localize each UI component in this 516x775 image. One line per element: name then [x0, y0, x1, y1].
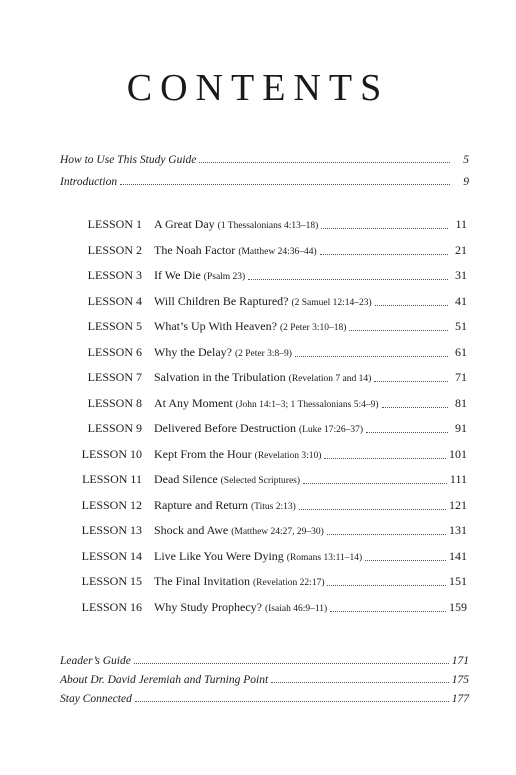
lesson-label: LESSON 14 — [81, 548, 142, 563]
lesson-label: LESSON 3 — [87, 268, 142, 282]
lesson-title: Will Children Be Raptured? (2 Samuel 12:14–23) — [154, 293, 372, 308]
dot-leader — [327, 584, 446, 586]
scripture-reference: (2 Samuel 12:14–23) — [291, 297, 372, 308]
toc-page-number: 159 — [449, 599, 467, 614]
toc-lesson-12[interactable] — [76, 498, 467, 513]
dot-leader — [366, 431, 448, 433]
scripture-reference: (Matthew 24:27, 29–30) — [231, 527, 324, 537]
toc-lesson-9[interactable] — [76, 421, 467, 436]
lesson-title: Salvation in the Tribulation (Revelation 7 and 14) — [154, 370, 372, 384]
scripture-reference: (2 Peter 3:8–9) — [234, 348, 292, 359]
lesson-label: LESSON 10 — [81, 446, 142, 461]
toc-page-number: 31 — [455, 268, 467, 282]
toc-lesson-5[interactable] — [76, 319, 467, 334]
lesson-title: Why the Delay? (2 Peter 3:8–9) — [154, 344, 292, 359]
toc-page-number: 111 — [449, 472, 467, 486]
toc-entry-title: Stay Connected — [60, 693, 132, 705]
dot-leader — [135, 700, 449, 702]
lesson-title: At Any Moment (John 14:1–3; 1 Thessalonians 5:4–9) — [154, 395, 379, 410]
lesson-label: LESSON 15 — [81, 574, 142, 588]
toc-page-number: 171 — [451, 655, 469, 667]
dot-leader — [349, 329, 448, 331]
toc-lesson-8[interactable] — [76, 396, 467, 411]
toc-entry-study-guide[interactable] — [60, 154, 469, 166]
lesson-label: LESSON 16 — [81, 599, 142, 614]
dot-leader — [295, 355, 448, 357]
lesson-title: Rapture and Return (Titus 2:13) — [154, 497, 296, 512]
toc-page-number: 41 — [455, 293, 467, 308]
lesson-title: The Noah Factor (Matthew 24:36–44) — [154, 242, 317, 257]
dot-leader — [120, 183, 450, 185]
dot-leader — [299, 508, 446, 510]
scripture-reference: (Isaiah 46:9–11) — [264, 603, 328, 614]
lesson-title: The Final Invitation (Revelation 22:17) — [154, 574, 325, 588]
toc-entry-about-author[interactable] — [60, 674, 469, 686]
lesson-title: Live Like You Were Dying (Romans 13:11–14) — [154, 548, 363, 563]
lesson-title: Kept From the Hour (Revelation 3:10) — [154, 446, 322, 461]
dot-leader — [320, 253, 448, 255]
toc-page-number: 21 — [455, 242, 467, 257]
toc-entry-title: Introduction — [60, 176, 118, 188]
toc-lesson-4[interactable] — [76, 294, 467, 309]
lesson-title: A Great Day (1 Thessalonians 4:13–18) — [154, 217, 319, 231]
dot-leader — [324, 457, 446, 459]
scripture-reference: (Matthew 24:36–44) — [238, 246, 317, 257]
dot-leader — [327, 533, 446, 535]
toc-page-number: 151 — [449, 574, 467, 588]
dot-leader — [271, 681, 449, 683]
lesson-label: LESSON 6 — [87, 344, 142, 359]
lesson-label: LESSON 2 — [87, 242, 142, 257]
toc-page-number: 81 — [455, 395, 467, 410]
toc-lesson-11[interactable] — [76, 472, 467, 487]
toc-lesson-10[interactable] — [76, 447, 467, 462]
lesson-label: LESSON 11 — [82, 472, 142, 486]
dot-leader — [303, 482, 447, 484]
toc-page-number: 175 — [451, 674, 469, 686]
scripture-reference: (1 Thessalonians 4:13–18) — [217, 221, 319, 231]
lesson-title: What’s Up With Heaven? (2 Peter 3:10–18) — [154, 319, 347, 333]
toc-lesson-6[interactable] — [76, 345, 467, 360]
toc-page-number: 101 — [449, 446, 467, 461]
dot-leader — [365, 559, 446, 561]
toc-entry-title: Leader’s Guide — [60, 655, 131, 667]
lesson-title: Dead Silence (Selected Scriptures) — [154, 472, 301, 486]
toc-entry-title: How to Use This Study Guide — [60, 154, 197, 166]
toc-entry-stay-connected[interactable] — [60, 693, 469, 705]
toc-page-number: 131 — [449, 523, 467, 537]
scripture-reference: (Luke 17:26–37) — [298, 425, 364, 435]
toc-page-number: 91 — [455, 421, 467, 435]
toc-page-number: 51 — [455, 319, 467, 333]
dot-leader — [199, 161, 450, 163]
toc-lesson-1[interactable] — [76, 217, 467, 232]
dot-leader — [321, 227, 448, 229]
scripture-reference: (2 Peter 3:10–18) — [279, 323, 347, 333]
dot-leader — [134, 662, 449, 664]
toc-page-number: 121 — [449, 497, 467, 512]
lesson-label: LESSON 5 — [87, 319, 142, 333]
toc-entry-leaders-guide[interactable] — [60, 655, 469, 667]
scripture-reference: (Selected Scriptures) — [220, 476, 301, 486]
dot-leader — [382, 406, 448, 408]
dot-leader — [248, 278, 448, 280]
scripture-reference: (John 14:1–3; 1 Thessalonians 5:4–9) — [235, 399, 379, 410]
page-title: CONTENTS — [126, 67, 390, 109]
toc-page-number: 61 — [455, 344, 467, 359]
scripture-reference: (Romans 13:11–14) — [286, 552, 363, 563]
scripture-reference: (Revelation 22:17) — [252, 578, 325, 588]
toc-entry-introduction[interactable] — [60, 176, 469, 188]
toc-page-number: 177 — [451, 693, 469, 705]
lesson-label: LESSON 1 — [87, 217, 142, 231]
lesson-title: If We Die (Psalm 23) — [154, 268, 246, 282]
toc-page-number: 9 — [463, 176, 469, 188]
toc-lesson-13[interactable] — [76, 523, 467, 538]
scripture-reference: (Revelation 3:10) — [254, 450, 322, 461]
lesson-label: LESSON 12 — [81, 497, 142, 512]
toc-page-number: 141 — [449, 548, 467, 563]
toc-page-number: 71 — [455, 370, 467, 384]
toc-lesson-7[interactable] — [76, 370, 467, 385]
lesson-label: LESSON 13 — [81, 523, 142, 537]
lesson-label: LESSON 4 — [87, 293, 142, 308]
toc-page-number: 5 — [463, 154, 469, 166]
toc-lesson-14[interactable] — [76, 549, 467, 564]
lesson-label: LESSON 8 — [87, 395, 142, 410]
dot-leader — [374, 380, 448, 382]
dot-leader — [375, 304, 448, 306]
toc-lesson-15[interactable] — [76, 574, 467, 589]
toc-page-number: 11 — [455, 217, 467, 231]
scripture-reference: (Titus 2:13) — [250, 501, 296, 512]
toc-entry-title: About Dr. David Jeremiah and Turning Point — [60, 674, 269, 686]
dot-leader — [330, 610, 446, 612]
scripture-reference: (Psalm 23) — [203, 272, 246, 282]
toc-lesson-3[interactable] — [76, 268, 467, 283]
toc-lesson-2[interactable] — [76, 243, 467, 258]
lesson-label: LESSON 9 — [87, 421, 142, 435]
lesson-label: LESSON 7 — [87, 370, 142, 384]
scripture-reference: (Revelation 7 and 14) — [288, 374, 372, 384]
lesson-title: Shock and Awe (Matthew 24:27, 29–30) — [154, 523, 324, 537]
lesson-title: Delivered Before Destruction (Luke 17:26–37) — [154, 421, 364, 435]
toc-lesson-16[interactable] — [76, 600, 467, 615]
lesson-title: Why Study Prophecy? (Isaiah 46:9–11) — [154, 599, 328, 614]
